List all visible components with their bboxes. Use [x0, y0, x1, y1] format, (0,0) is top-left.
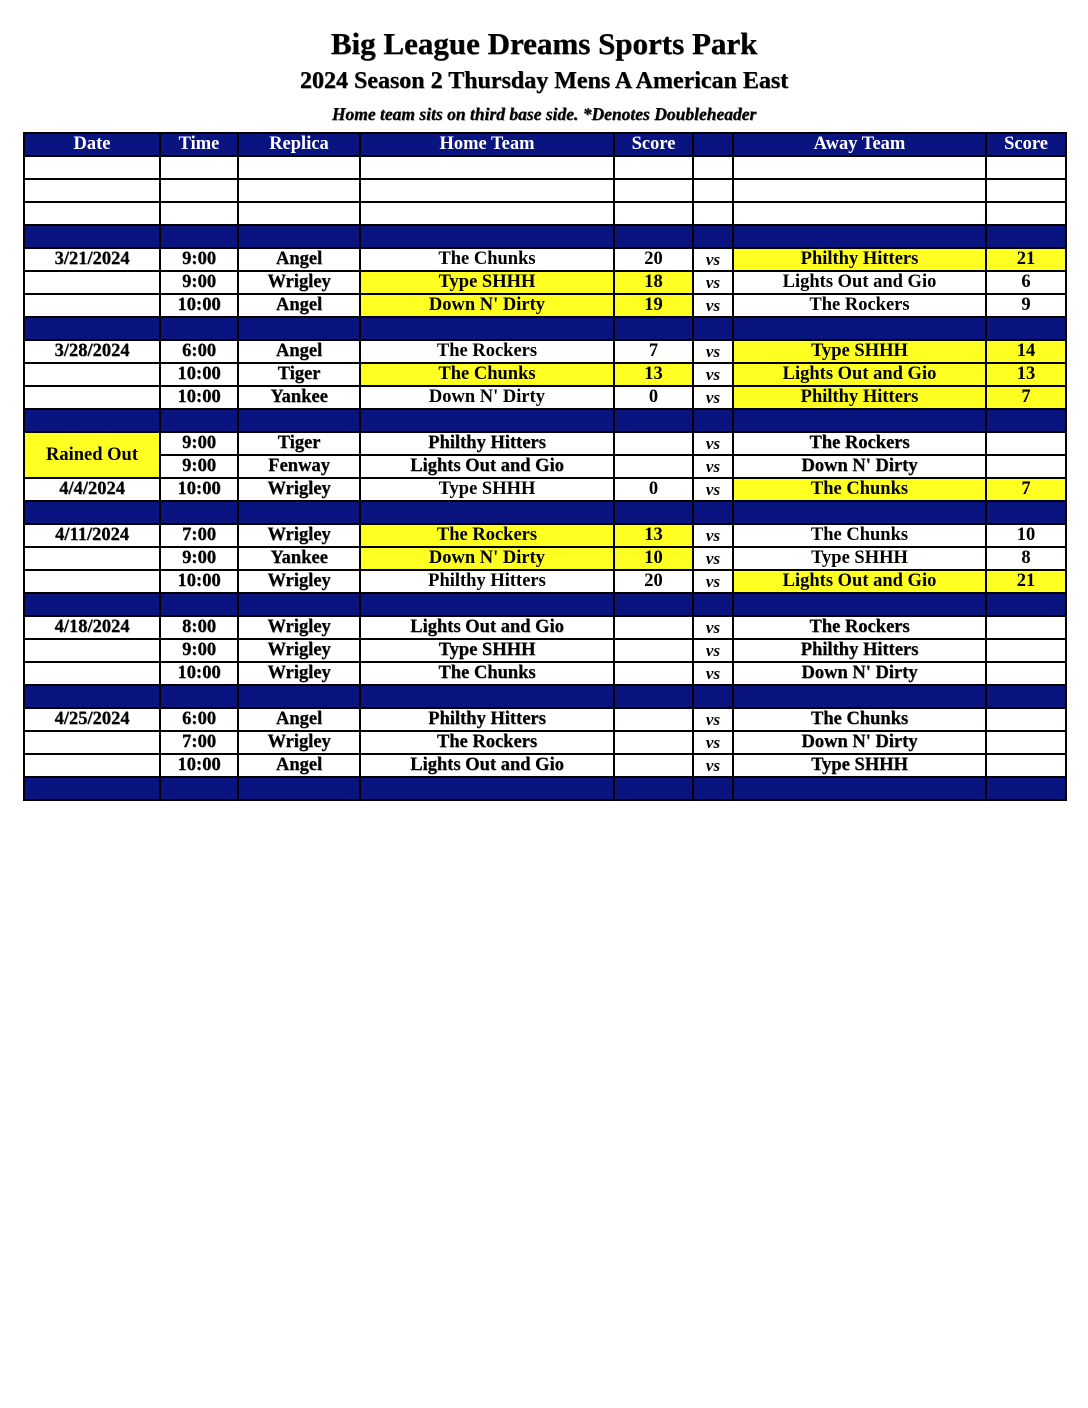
- home-score-cell: 7: [614, 340, 693, 363]
- time-cell: 9:00: [160, 547, 238, 570]
- col-replica-header: Replica: [238, 133, 360, 156]
- blank-row: [24, 202, 1066, 225]
- home-score-cell: [614, 455, 693, 478]
- away-score-cell: 6: [986, 271, 1066, 294]
- away-team-cell: The Chunks: [733, 524, 986, 547]
- home-team-cell: Philthy Hitters: [360, 432, 614, 455]
- time-cell: 6:00: [160, 340, 238, 363]
- table-row: [24, 662, 1066, 685]
- table-row: [24, 294, 1066, 317]
- away-score-cell: 13: [986, 363, 1066, 386]
- away-team-cell: The Rockers: [733, 294, 986, 317]
- time-cell: 10:00: [160, 754, 238, 777]
- col-date-header: Date: [24, 133, 160, 156]
- away-score-cell: [986, 616, 1066, 639]
- away-score-cell: 7: [986, 478, 1066, 501]
- date-cell: 4/4/2024: [24, 478, 160, 501]
- separator-row: [24, 685, 1066, 708]
- col-home-team-header: Home Team: [360, 133, 614, 156]
- away-team-cell: Lights Out and Gio: [733, 570, 986, 593]
- away-team-cell: Type SHHH: [733, 547, 986, 570]
- away-team-cell: Philthy Hitters: [733, 248, 986, 271]
- away-score-cell: [986, 639, 1066, 662]
- date-cell: [24, 363, 160, 386]
- vs-cell: vs: [693, 271, 733, 294]
- time-cell: 9:00: [160, 639, 238, 662]
- date-cell: 4/11/2024: [24, 524, 160, 547]
- page-subtitle: 2024 Season 2 Thursday Mens A American East: [299, 68, 789, 94]
- col-home-score-header: Score: [614, 133, 693, 156]
- vs-cell: vs: [693, 248, 733, 271]
- date-cell: 4/18/2024: [24, 616, 160, 639]
- home-team-cell: Type SHHH: [360, 271, 614, 294]
- replica-cell: Angel: [238, 754, 360, 777]
- table-row: [24, 754, 1066, 777]
- away-team-cell: The Chunks: [733, 708, 986, 731]
- table-row: [24, 616, 1066, 639]
- time-cell: 10:00: [160, 478, 238, 501]
- away-team-cell: Down N' Dirty: [733, 731, 986, 754]
- date-cell: 3/21/2024: [24, 248, 160, 271]
- time-cell: 10:00: [160, 386, 238, 409]
- away-team-cell: Philthy Hitters: [733, 639, 986, 662]
- home-score-cell: 13: [614, 363, 693, 386]
- replica-cell: Yankee: [238, 547, 360, 570]
- replica-cell: Angel: [238, 248, 360, 271]
- home-team-cell: Philthy Hitters: [360, 570, 614, 593]
- separator-row: [24, 501, 1066, 524]
- away-team-cell: Lights Out and Gio: [733, 271, 986, 294]
- home-team-cell: Type SHHH: [360, 478, 614, 501]
- home-team-cell: The Chunks: [360, 363, 614, 386]
- date-cell: [24, 547, 160, 570]
- vs-cell: vs: [693, 386, 733, 409]
- replica-cell: Tiger: [238, 432, 360, 455]
- separator-row: [24, 593, 1066, 616]
- page-title: Big League Dreams Sports Park: [330, 26, 758, 61]
- home-score-cell: 10: [614, 547, 693, 570]
- home-team-cell: Type SHHH: [360, 639, 614, 662]
- home-score-cell: [614, 662, 693, 685]
- away-score-cell: 21: [986, 248, 1066, 271]
- vs-cell: vs: [693, 731, 733, 754]
- time-cell: 9:00: [160, 455, 238, 478]
- table-row: [24, 478, 1066, 501]
- time-cell: 10:00: [160, 363, 238, 386]
- home-team-cell: The Rockers: [360, 524, 614, 547]
- replica-cell: Wrigley: [238, 662, 360, 685]
- away-team-cell: Down N' Dirty: [733, 455, 986, 478]
- home-score-cell: [614, 616, 693, 639]
- table-row: [24, 547, 1066, 570]
- table-row: [24, 731, 1066, 754]
- replica-cell: Yankee: [238, 386, 360, 409]
- col-away-score-header: Score: [986, 133, 1066, 156]
- home-team-cell: Lights Out and Gio: [360, 754, 614, 777]
- time-cell: 10:00: [160, 570, 238, 593]
- home-score-cell: 18: [614, 271, 693, 294]
- away-score-cell: [986, 662, 1066, 685]
- home-team-cell: The Chunks: [360, 662, 614, 685]
- home-team-cell: Down N' Dirty: [360, 386, 614, 409]
- away-team-cell: Down N' Dirty: [733, 662, 986, 685]
- table-row: [24, 248, 1066, 271]
- blank-row: [24, 156, 1066, 179]
- replica-cell: Fenway: [238, 455, 360, 478]
- vs-cell: vs: [693, 547, 733, 570]
- home-team-cell: Lights Out and Gio: [360, 455, 614, 478]
- table-row: [24, 639, 1066, 662]
- away-score-cell: 9: [986, 294, 1066, 317]
- separator-row: [24, 409, 1066, 432]
- blank-row: [24, 179, 1066, 202]
- away-score-cell: [986, 455, 1066, 478]
- date-cell: [24, 662, 160, 685]
- table-row: [24, 340, 1066, 363]
- date-cell: 4/25/2024: [24, 708, 160, 731]
- replica-cell: Wrigley: [238, 639, 360, 662]
- vs-cell: vs: [693, 570, 733, 593]
- home-team-cell: The Rockers: [360, 340, 614, 363]
- vs-cell: vs: [693, 708, 733, 731]
- home-team-cell: The Rockers: [360, 731, 614, 754]
- home-score-cell: 0: [614, 478, 693, 501]
- time-cell: 7:00: [160, 524, 238, 547]
- date-cell: [24, 639, 160, 662]
- table-row: [24, 432, 1066, 455]
- vs-cell: vs: [693, 754, 733, 777]
- away-team-cell: Lights Out and Gio: [733, 363, 986, 386]
- away-score-cell: [986, 432, 1066, 455]
- replica-cell: Wrigley: [238, 271, 360, 294]
- time-cell: 10:00: [160, 294, 238, 317]
- separator-row: [24, 777, 1066, 800]
- replica-cell: Wrigley: [238, 524, 360, 547]
- away-team-cell: Type SHHH: [733, 340, 986, 363]
- away-score-cell: 14: [986, 340, 1066, 363]
- home-score-cell: 13: [614, 524, 693, 547]
- replica-cell: Tiger: [238, 363, 360, 386]
- table-row: [24, 708, 1066, 731]
- home-team-cell: Down N' Dirty: [360, 294, 614, 317]
- vs-cell: vs: [693, 294, 733, 317]
- replica-cell: Wrigley: [238, 478, 360, 501]
- vs-cell: vs: [693, 455, 733, 478]
- time-cell: 9:00: [160, 271, 238, 294]
- away-score-cell: 21: [986, 570, 1066, 593]
- home-score-cell: [614, 708, 693, 731]
- table-row: [24, 386, 1066, 409]
- away-team-cell: Philthy Hitters: [733, 386, 986, 409]
- date-cell: [24, 570, 160, 593]
- home-team-cell: The Chunks: [360, 248, 614, 271]
- time-cell: 10:00: [160, 662, 238, 685]
- home-team-cell: Lights Out and Gio: [360, 616, 614, 639]
- date-cell: 3/28/2024: [24, 340, 160, 363]
- vs-cell: vs: [693, 662, 733, 685]
- home-score-cell: [614, 754, 693, 777]
- col-away-team-header: Away Team: [733, 133, 986, 156]
- time-cell: 8:00: [160, 616, 238, 639]
- vs-cell: vs: [693, 616, 733, 639]
- schedule-table: [23, 132, 1067, 801]
- col-time-header: Time: [160, 133, 238, 156]
- home-team-cell: Down N' Dirty: [360, 547, 614, 570]
- time-cell: 6:00: [160, 708, 238, 731]
- vs-cell: vs: [693, 432, 733, 455]
- page-note: Home team sits on third base side. *Denotes Doubleheader: [331, 104, 757, 124]
- away-score-cell: 10: [986, 524, 1066, 547]
- table-row: [24, 363, 1066, 386]
- replica-cell: Wrigley: [238, 616, 360, 639]
- separator-row: [24, 317, 1066, 340]
- time-cell: 9:00: [160, 248, 238, 271]
- replica-cell: Angel: [238, 708, 360, 731]
- away-score-cell: [986, 754, 1066, 777]
- time-cell: 7:00: [160, 731, 238, 754]
- table-row: [24, 455, 1066, 478]
- replica-cell: Wrigley: [238, 570, 360, 593]
- away-score-cell: [986, 731, 1066, 754]
- separator-row: [24, 225, 1066, 248]
- away-score-cell: 8: [986, 547, 1066, 570]
- date-cell: [24, 386, 160, 409]
- replica-cell: Angel: [238, 294, 360, 317]
- away-team-cell: The Rockers: [733, 432, 986, 455]
- vs-cell: vs: [693, 340, 733, 363]
- home-score-cell: 20: [614, 570, 693, 593]
- vs-cell: vs: [693, 639, 733, 662]
- header-row: [24, 133, 1066, 156]
- date-cell: [24, 271, 160, 294]
- home-score-cell: [614, 432, 693, 455]
- date-cell: [24, 754, 160, 777]
- away-team-cell: Type SHHH: [733, 754, 986, 777]
- table-row: [24, 271, 1066, 294]
- replica-cell: Angel: [238, 340, 360, 363]
- table-row: [24, 524, 1066, 547]
- home-team-cell: Philthy Hitters: [360, 708, 614, 731]
- home-score-cell: 0: [614, 386, 693, 409]
- table-row: [24, 570, 1066, 593]
- vs-cell: vs: [693, 478, 733, 501]
- vs-cell: vs: [693, 524, 733, 547]
- away-team-cell: The Rockers: [733, 616, 986, 639]
- away-score-cell: 7: [986, 386, 1066, 409]
- col-vs-header: [693, 133, 733, 156]
- date-cell: [24, 731, 160, 754]
- rained-out-badge: Rained Out: [24, 432, 160, 478]
- away-team-cell: The Chunks: [733, 478, 986, 501]
- home-score-cell: 20: [614, 248, 693, 271]
- home-score-cell: [614, 639, 693, 662]
- away-score-cell: [986, 708, 1066, 731]
- vs-cell: vs: [693, 363, 733, 386]
- home-score-cell: [614, 731, 693, 754]
- replica-cell: Wrigley: [238, 731, 360, 754]
- date-cell: [24, 294, 160, 317]
- home-score-cell: 19: [614, 294, 693, 317]
- time-cell: 9:00: [160, 432, 238, 455]
